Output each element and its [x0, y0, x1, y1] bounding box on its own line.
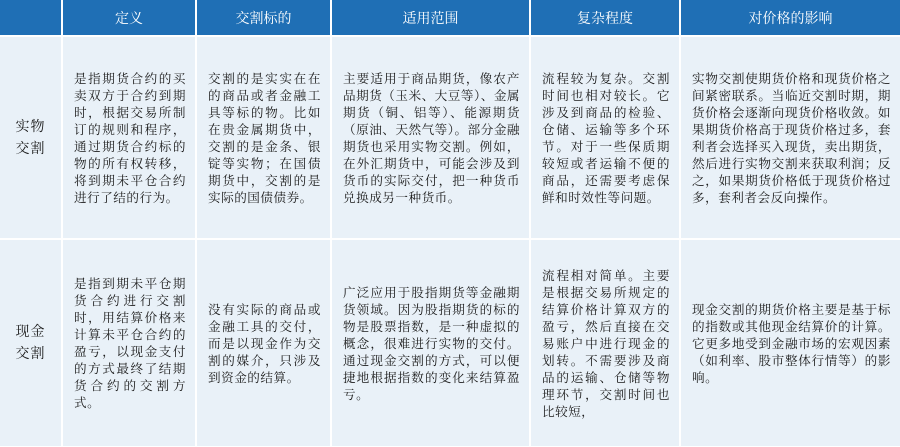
- cell-text: 广泛应用于股指期货等金融期货领域。因为股指期货的标的物是股票指数，是一种虚拟的概念，很难进行实物的交付。通过现金交割的方式，可以便捷地根据指数的变化来结算盈亏。: [343, 284, 520, 402]
- cell-text: 流程相对简单。主要是根据交易所规定的结算价格计算双方的盈亏，然后直接在交易账户中进行现金的划转。不需要涉及商品的运输、仓储等物理环节，交割时间也比较短，: [542, 267, 670, 419]
- cell-scope: [331, 239, 530, 447]
- row-label-text: 现金 交割: [15, 324, 46, 362]
- cell-definition: [62, 239, 196, 447]
- cell-definition: [62, 36, 196, 239]
- cell-text: 主要适用于商品期货，像农产品期货（玉米、大豆等）、金属期货（铜、铝等）、能源期货（原油、天然气等）。部分金融期货也采用实物交割。例如，在外汇期货中，可能会涉及到货币的实际交付，把一种货币兑换成另一种货币。: [343, 70, 521, 205]
- header-price-impact: 对价格的影响: [680, 0, 900, 36]
- cell-text: 现金交割的期货价格主要是基于标的指数或其他现金结算价的计算。它更多地受到金融市场的宏观因素（如利率、股市整体行情等）的影响。: [692, 301, 891, 385]
- cell-price-impact: [680, 36, 900, 239]
- cell-underlying: [196, 36, 331, 239]
- row-label-cash: [0, 239, 62, 447]
- header-underlying: 交割标的: [196, 0, 331, 36]
- header-definition: 定义: [62, 0, 196, 36]
- cell-scope: [331, 36, 530, 239]
- row-label-physical: [0, 36, 62, 239]
- table-row: [0, 36, 900, 239]
- cell-text: 交割的是实实在在的商品或者金融工具等标的物。比如在贵金属期货中，交割的是金条、银锭等实物；在国债期货中，交割的是实际的国债债券。: [208, 70, 321, 205]
- cell-text: 是指到期未平仓期货合约进行交割时，用结算价格来计算未平仓合约的盈亏，以现金支付的方式最终了结期货合约的交割方式。: [74, 276, 186, 410]
- header-complexity: 复杂程度: [530, 0, 680, 36]
- cell-complexity: [530, 239, 680, 447]
- cell-text: 实物交割使期货价格和现货价格之间紧密联系。当临近交割时期，期货价格会逐渐向现货价格收敛。如果期货价格高于现货价格过多，套利者会选择买入现货，卖出期货，然后进行实物交割来获取利润；反之，如果期货价格低于现货价格过多，套利者会反向操作。: [692, 70, 891, 205]
- cell-text: 是指期货合约的买卖双方于合约到期时，根据交易所制订的规则和程序，通过期货合约标的物的所有权转移，将到期未平仓合约进行了结的行为。: [74, 70, 186, 205]
- cell-complexity: [530, 36, 680, 239]
- row-label-text: 实物 交割: [15, 118, 46, 157]
- header-scope: 适用范围: [331, 0, 530, 36]
- cell-price-impact: [680, 239, 900, 447]
- cell-text: 流程较为复杂。交割时间也相对较长。它涉及到商品的检验、仓储、运输等多个环节。对于一些保质期较短或者运输不便的商品，还需要考虑保鲜和时效性等问题。: [542, 70, 670, 205]
- cell-underlying: [196, 239, 331, 447]
- header-corner: [0, 0, 62, 36]
- header-row: [0, 0, 900, 36]
- cell-text: 没有实际的商品或金融工具的交付，而是以现金作为交割的媒介，只涉及到资金的结算。: [208, 301, 321, 385]
- table-row: [0, 239, 900, 447]
